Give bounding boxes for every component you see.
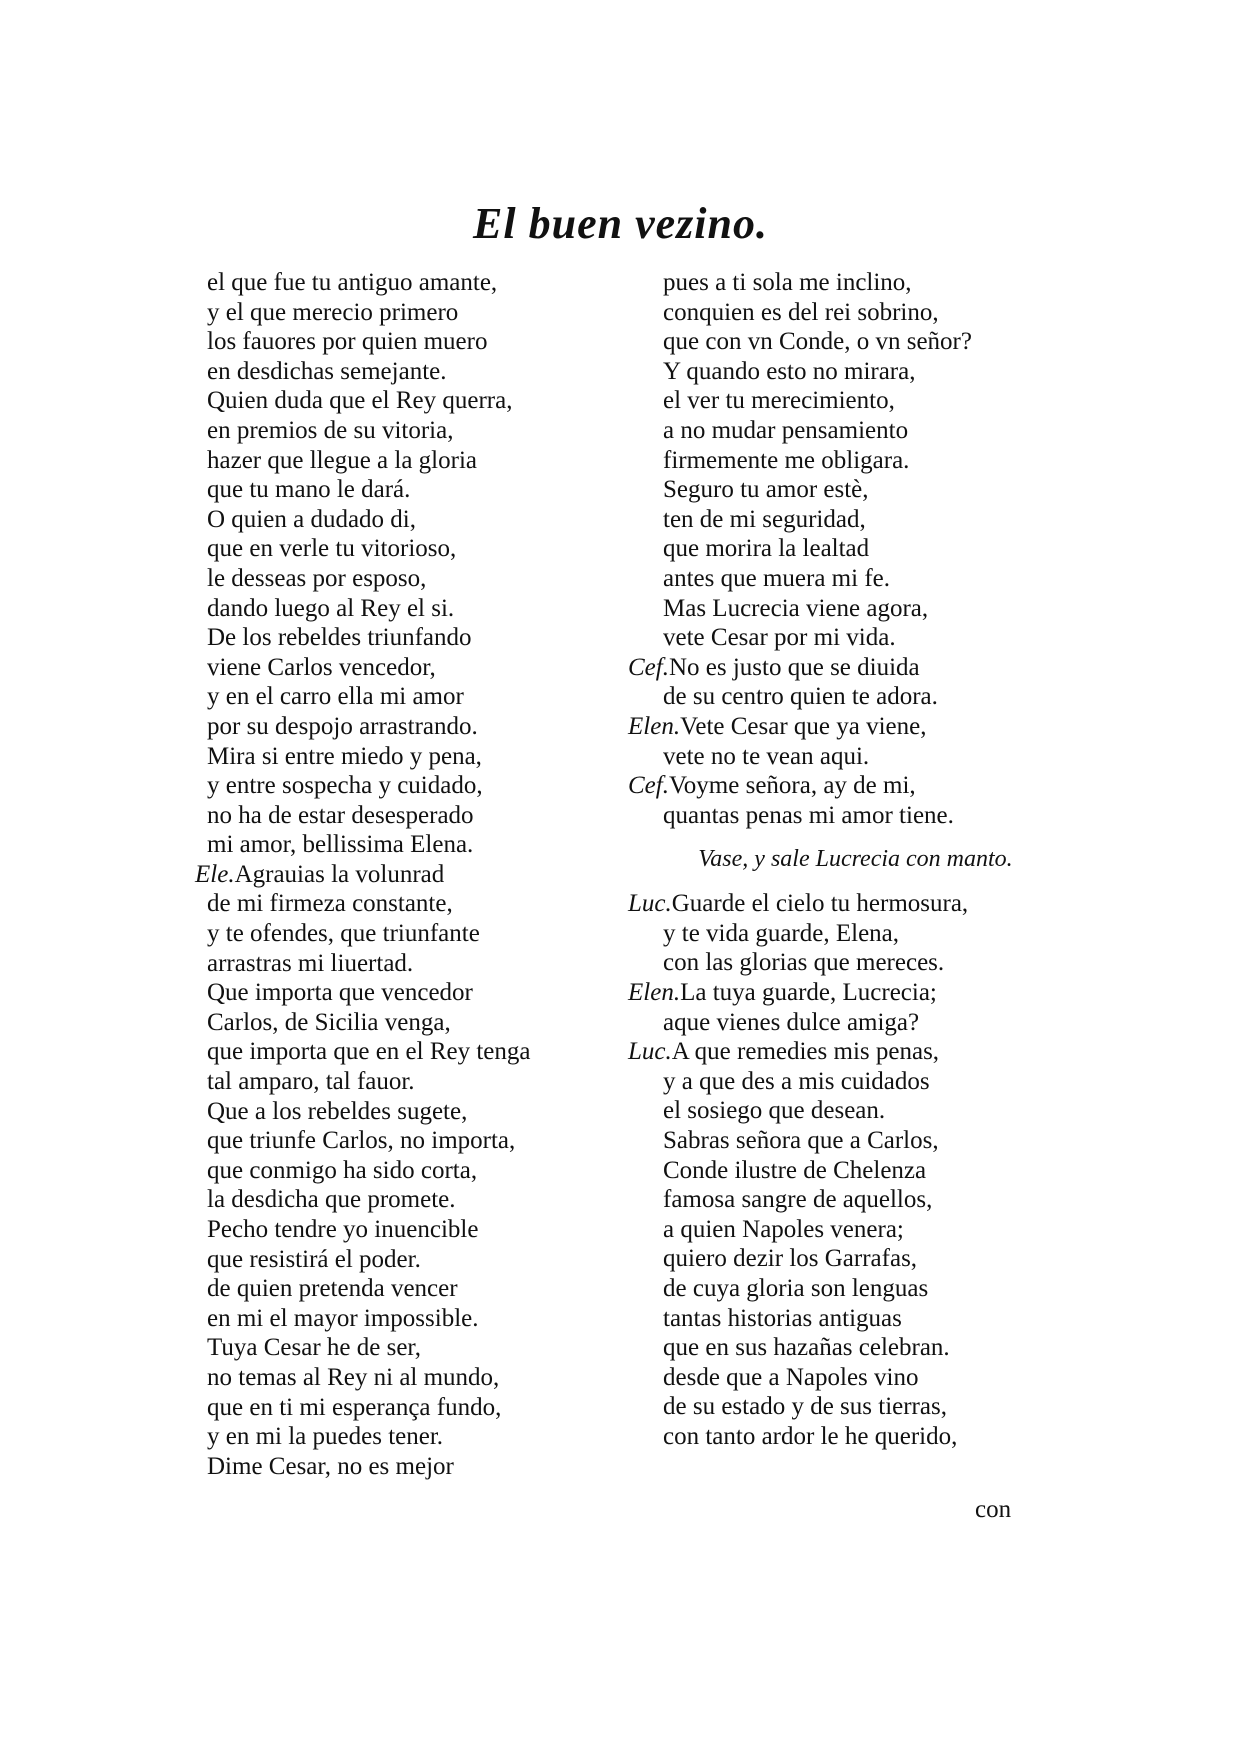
- verse-text: Mas Lucrecia viene agora,: [663, 594, 929, 622]
- verse-text: Dime Cesar, no es mejor: [207, 1452, 454, 1480]
- left-verse-line: [195, 712, 650, 742]
- left-verse-line: [195, 594, 650, 624]
- verse-text: a quien Napoles venera;: [663, 1215, 904, 1243]
- stage-direction: Vase, y sale Lucrecia con manto.: [698, 846, 1013, 873]
- verse-text: vete no te vean aqui.: [663, 742, 870, 770]
- left-verse-line: [195, 860, 650, 890]
- verse-text: Agrauias la volunrad: [234, 860, 445, 888]
- right-verse-line: [628, 327, 1083, 357]
- left-verse-line: [195, 949, 650, 979]
- left-verse-line: [195, 446, 650, 476]
- verse-text: desde que a Napoles vino: [663, 1363, 919, 1391]
- verse-text: no temas al Rey ni al mundo,: [207, 1363, 500, 1391]
- left-verse-line: [195, 742, 650, 772]
- right-verse-line: [628, 505, 1083, 535]
- right-verse-line: [628, 386, 1083, 416]
- right-verse-line: [628, 682, 1083, 712]
- left-verse-line: [195, 534, 650, 564]
- left-verse-line: [195, 623, 650, 653]
- verse-text: Tuya Cesar he de ser,: [207, 1334, 422, 1362]
- verse-text: y en mi la puedes tener.: [207, 1423, 444, 1451]
- right-verse-line: [628, 357, 1083, 387]
- right-verse-line: [628, 416, 1083, 446]
- verse-text: mi amor, bellissima Elena.: [207, 831, 474, 859]
- verse-text: y te ofendes, que triunfante: [207, 920, 480, 948]
- right-verse-line: [628, 1304, 1083, 1334]
- right-verse-line: [628, 1392, 1083, 1422]
- left-verse-line: [195, 653, 650, 683]
- verse-text: que en ti mi esperança fundo,: [207, 1393, 502, 1421]
- left-verse-line: [195, 830, 650, 860]
- left-verse-line: [195, 1452, 650, 1482]
- right-verse-line: [628, 1008, 1083, 1038]
- verse-text: que triunfe Carlos, no importa,: [207, 1127, 516, 1155]
- verse-text: Sabras señora que a Carlos,: [663, 1127, 939, 1155]
- left-verse-line: [195, 298, 650, 328]
- right-verse-line: [628, 1096, 1083, 1126]
- verse-text: en desdichas semejante.: [207, 357, 447, 385]
- left-verse-line: [195, 416, 650, 446]
- left-verse-line: [195, 978, 650, 1008]
- verse-text: quantas penas mi amor tiene.: [663, 801, 954, 829]
- verse-text: de quien pretenda vencer: [207, 1275, 458, 1303]
- left-verse-line: [195, 1274, 650, 1304]
- verse-text: y en el carro ella mi amor: [207, 683, 464, 711]
- verse-text: de cuya gloria son lenguas: [663, 1275, 929, 1302]
- verse-text: viene Carlos vencedor,: [207, 653, 436, 681]
- verse-text: famosa sangre de aquellos,: [663, 1186, 933, 1214]
- verse-text: firmemente me obligara.: [663, 446, 910, 474]
- verse-text: ten de mi seguridad,: [663, 505, 866, 533]
- verse-text: con tanto ardor le he querido,: [663, 1422, 958, 1450]
- right-verse-line: [628, 948, 1083, 978]
- left-verse-line: [195, 327, 650, 357]
- verse-text: antes que muera mi fe.: [663, 564, 890, 592]
- verse-text: el ver tu merecimiento,: [663, 387, 895, 415]
- verse-text: De los rebeldes triunfando: [207, 624, 472, 652]
- right-verse-line: [628, 446, 1083, 476]
- right-verse-line: [628, 771, 1083, 801]
- left-verse-line: [195, 1363, 650, 1393]
- right-verse-line: [628, 1363, 1083, 1393]
- verse-text: por su despojo arrastrando.: [207, 712, 478, 740]
- left-verse-line: [195, 1245, 650, 1275]
- right-verse-line: [628, 978, 1083, 1008]
- verse-text: el que fue tu antiguo amante,: [207, 269, 498, 296]
- left-verse-line: [195, 1097, 650, 1127]
- verse-text: Guarde el cielo tu hermosura,: [671, 890, 969, 918]
- verse-text: Mira si entre miedo y pena,: [207, 742, 482, 770]
- right-verse-line: [628, 298, 1083, 328]
- verse-text: vete Cesar por mi vida.: [663, 624, 896, 652]
- right-verse-line: [628, 1067, 1083, 1097]
- verse-text: Carlos, de Sicilia venga,: [207, 1008, 451, 1036]
- verse-text: y te vida guarde, Elena,: [663, 919, 900, 947]
- verse-text: en mi el mayor impossible.: [207, 1304, 479, 1332]
- verse-text: que conmigo ha sido corta,: [207, 1156, 478, 1184]
- verse-text: los fauores por quien muero: [207, 328, 488, 356]
- speaker-label: Luc.: [628, 890, 672, 918]
- verse-text: y el que merecio primero: [207, 298, 459, 326]
- verse-text: el sosiego que desean.: [663, 1097, 886, 1125]
- verse-text: y entre sospecha y cuidado,: [207, 772, 483, 800]
- right-column: [628, 268, 1083, 1452]
- right-verse-line: [628, 712, 1083, 742]
- left-verse-line: [195, 357, 650, 387]
- left-verse-line: [195, 1067, 650, 1097]
- left-verse-line: [195, 1008, 650, 1038]
- verse-text: hazer que llegue a la gloria: [207, 446, 477, 474]
- right-verse-line: [628, 1274, 1083, 1304]
- right-verse-line: [628, 534, 1083, 564]
- left-verse-line: [195, 386, 650, 416]
- right-verse-line: [628, 801, 1083, 831]
- left-verse-line: [195, 1215, 650, 1245]
- verse-text: tal amparo, tal fauor.: [207, 1068, 415, 1096]
- left-verse-line: [195, 1422, 650, 1452]
- verse-text: quiero dezir los Garrafas,: [663, 1245, 918, 1273]
- right-verse-line: [628, 1422, 1083, 1452]
- right-verse-line: [628, 1215, 1083, 1245]
- left-verse-line: [195, 1304, 650, 1334]
- right-verse-line: [628, 1126, 1083, 1156]
- left-verse-line: [195, 1037, 650, 1067]
- page-title: El buen vezino.: [473, 199, 768, 248]
- verse-text: a no mudar pensamiento: [663, 416, 909, 444]
- verse-text: arrastras mi liuertad.: [207, 949, 414, 977]
- verse-text: en premios de su vitoria,: [207, 416, 454, 444]
- left-verse-line: [195, 1393, 650, 1423]
- right-verse-line: [628, 268, 1083, 298]
- verse-text: de su centro quien te adora.: [663, 683, 938, 711]
- left-verse-line: [195, 682, 650, 712]
- verse-text: con las glorias que mereces.: [663, 949, 945, 977]
- verse-text: de mi firmeza constante,: [207, 890, 453, 918]
- verse-text: conquien es del rei sobrino,: [663, 298, 939, 326]
- verse-text: Quien duda que el Rey querra,: [207, 387, 513, 415]
- verse-text: A que remedies mis penas,: [671, 1038, 940, 1066]
- left-verse-line: [195, 771, 650, 801]
- verse-text: La tuya guarde, Lucrecia;: [680, 979, 937, 1007]
- right-verse-line: [628, 475, 1083, 505]
- verse-text: le desseas por esposo,: [207, 564, 427, 592]
- verse-text: tantas historias antiguas: [663, 1304, 902, 1332]
- catchword: con: [975, 1496, 1012, 1523]
- left-verse-line: [195, 505, 650, 535]
- right-verse-line: [628, 742, 1083, 772]
- verse-text: la desdicha que promete.: [207, 1186, 456, 1214]
- right-verse-line: [628, 653, 1083, 683]
- speaker-label: Elen.: [628, 712, 681, 740]
- verse-text: No es justo que se diuida: [668, 653, 920, 681]
- left-verse-line: [195, 1126, 650, 1156]
- verse-text: Que importa que vencedor: [207, 979, 473, 1007]
- verse-text: de su estado y de sus tierras,: [663, 1393, 947, 1421]
- verse-text: y a que des a mis cuidados: [663, 1067, 930, 1095]
- verse-text: Y quando esto no mirara,: [663, 357, 916, 385]
- right-verse-line: [628, 889, 1083, 919]
- left-verse-line: [195, 475, 650, 505]
- verse-text: O quien a dudado di,: [207, 505, 416, 533]
- left-verse-line: [195, 564, 650, 594]
- verse-text: aque vienes dulce amiga?: [663, 1008, 920, 1036]
- right-verse-line: [628, 1333, 1083, 1363]
- right-verse-line: [628, 1156, 1083, 1186]
- left-verse-line: [195, 919, 650, 949]
- right-verse-line: [628, 564, 1083, 594]
- right-verse-line: [628, 1185, 1083, 1215]
- right-verse-line: [628, 1244, 1083, 1274]
- left-verse-line: [195, 1156, 650, 1186]
- verse-text: Seguro tu amor estè,: [663, 476, 869, 504]
- speaker-label: Cef.: [628, 653, 669, 681]
- verse-text: que morira la lealtad: [663, 535, 870, 563]
- verse-text: que con vn Conde, o vn señor?: [663, 328, 972, 356]
- right-verse-line: [628, 919, 1083, 949]
- left-column: [195, 268, 650, 1481]
- verse-text: que tu mano le dará.: [207, 476, 411, 504]
- speaker-label: Luc.: [628, 1038, 672, 1066]
- verse-text: pues a ti sola me inclino,: [663, 269, 912, 296]
- verse-text: Vete Cesar que ya viene,: [680, 712, 927, 740]
- speaker-label: Elen.: [628, 979, 681, 1007]
- verse-text: no ha de estar desesperado: [207, 801, 474, 829]
- verse-text: que importa que en el Rey tenga: [207, 1038, 531, 1066]
- speaker-label: Cef.: [628, 772, 669, 800]
- right-verse-line: [628, 1037, 1083, 1067]
- right-verse-line: [628, 623, 1083, 653]
- left-verse-line: [195, 1333, 650, 1363]
- left-verse-line: [195, 1185, 650, 1215]
- verse-text: que resistirá el poder.: [207, 1245, 421, 1273]
- verse-text: Voyme señora, ay de mi,: [668, 772, 916, 800]
- speaker-label: Ele.: [195, 860, 235, 888]
- verse-text: Que a los rebeldes sugete,: [207, 1097, 468, 1125]
- left-verse-line: [195, 268, 650, 298]
- verse-text: Pecho tendre yo inuencible: [207, 1216, 479, 1243]
- left-verse-line: [195, 889, 650, 919]
- verse-text: dando luego al Rey el si.: [207, 594, 455, 622]
- left-verse-line: [195, 801, 650, 831]
- right-verse-line: [628, 594, 1083, 624]
- verse-text: que en sus hazañas celebran.: [663, 1334, 950, 1362]
- verse-text: que en verle tu vitorioso,: [207, 535, 457, 563]
- verse-text: Conde ilustre de Chelenza: [663, 1156, 927, 1184]
